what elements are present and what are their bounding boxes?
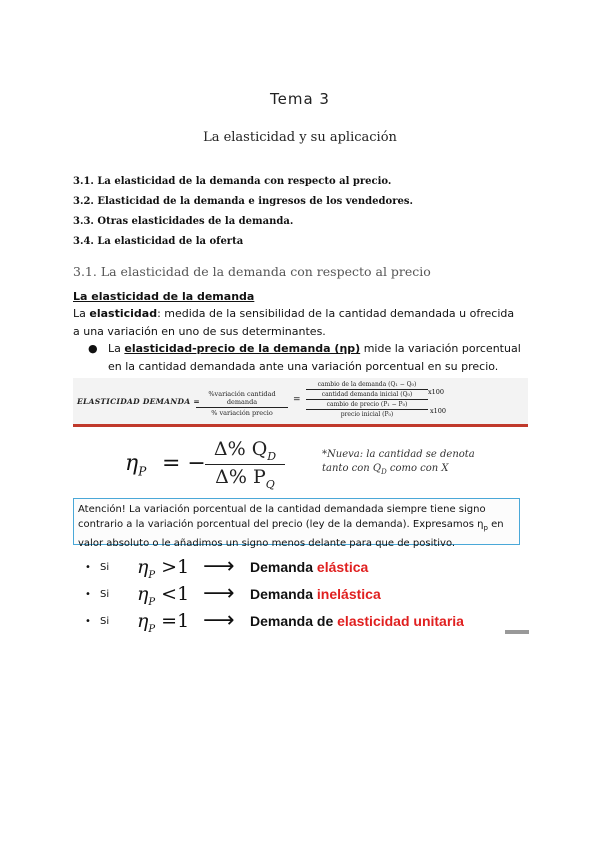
attention-sub: p [483, 524, 488, 532]
toc-item-1: 3.1. La elasticidad de la demanda con respecto al precio. [73, 176, 392, 187]
condition-expression [137, 583, 189, 608]
main-num-sub: D [267, 449, 277, 463]
def-prefix: La [73, 307, 90, 320]
note-line-1: *Nueva: la cantidad se denota [322, 449, 475, 460]
bullet-paragraph [88, 340, 523, 376]
formula-fraction-2 [306, 381, 428, 418]
page-title: Tema 3 [270, 90, 330, 108]
main-den-text: Δ% P [215, 465, 266, 488]
section-heading: 3.1. La elasticidad de la demanda con respecto al precio [73, 264, 431, 279]
condition-si: Si [100, 589, 110, 600]
result-black: Demanda [250, 559, 317, 575]
bullet-text [108, 340, 523, 376]
condition-bullet-icon: • [85, 616, 91, 627]
formula-eta [125, 451, 146, 478]
cond-rel: >1 [155, 556, 190, 578]
arrow-right-icon: ⟶ [203, 608, 235, 633]
def-term: elasticidad [89, 307, 158, 320]
note-line-2-text: tanto con Q [322, 463, 382, 474]
toc-item-2: 3.2. Elasticidad de la demanda e ingresos de los vendedores. [73, 196, 413, 207]
slide-edge-mark [505, 630, 529, 634]
bullet-term: elasticidad-precio de la demanda (ηp) [124, 342, 361, 355]
condition-expression [137, 610, 189, 635]
formula-fraction-1 [196, 390, 288, 417]
toc-item-4: 3.4. La elasticidad de la oferta [73, 236, 244, 247]
cond-rel: =1 [155, 610, 190, 632]
formula-x100-a: x100 [428, 388, 445, 396]
toc-item-3: 3.3. Otras elasticidades de la demanda. [73, 216, 294, 227]
condition-bullet-icon: • [85, 562, 91, 573]
frac2-den-top: cambio de precio (P₁ − P₀) [326, 401, 408, 408]
formula-equals-minus: = − [162, 451, 206, 476]
arrow-right-icon: ⟶ [203, 581, 235, 606]
arrow-right-icon: ⟶ [203, 554, 235, 579]
main-denominator [205, 466, 285, 491]
attention-text-b: en valor absoluto o le añadimos un signo menos delante para que de positivo. [78, 519, 504, 549]
bullet-icon: ● [88, 342, 98, 355]
formula-equals: = [293, 395, 301, 405]
cond-rel: <1 [155, 583, 190, 605]
main-numerator [205, 438, 285, 463]
def-rest: : medida de la sensibilidad de la cantidad demandada u ofrecida a una variación en uno de sus determinantes. [73, 307, 515, 338]
definition-paragraph [73, 305, 523, 341]
condition-result [250, 559, 368, 575]
condition-si: Si [100, 562, 110, 573]
condition-si: Si [100, 616, 110, 627]
result-red: inelástica [316, 586, 381, 602]
elasticity-formula-image [73, 378, 528, 427]
formula-label: ELASTICIDAD DEMANDA = [77, 397, 200, 406]
condition-bullet-icon: • [85, 589, 91, 600]
main-elasticity-formula [125, 438, 315, 498]
result-black: Demanda [250, 586, 317, 602]
cond-sub: P [148, 569, 156, 581]
cond-eta: η [137, 610, 149, 632]
formula-x100-b: x100 [430, 407, 447, 415]
frac2-num-bot: cantidad demanda inicial (Q₀) [321, 391, 413, 398]
condition-expression [137, 556, 189, 581]
cond-eta: η [137, 556, 149, 578]
subsection-heading: La elasticidad de la demanda [73, 290, 255, 303]
result-red: elástica [316, 559, 369, 575]
result-black: Demanda de [250, 613, 338, 629]
frac2-den-bot: precio inicial (P₀) [340, 411, 394, 418]
main-den-sub: Q [265, 477, 275, 491]
notation-note [322, 448, 482, 479]
bullet-rest: mide la variación porcentual en la cantidad demandada ante una variación porcentual en su precio. [108, 342, 521, 373]
frac1-denominator: % variación precio [211, 409, 273, 417]
frac2-num-top: cambio de la demanda (Q₁ − Q₀) [317, 381, 417, 388]
attention-box [73, 498, 520, 549]
result-red: elasticidad unitaria [337, 613, 464, 629]
attention-text-a: Atención! La variación porcentual de la cantidad demandada siempre tiene signo contrario a la variación porcentual del precio (ley de la demanda). Expresamos η [78, 504, 486, 530]
condition-result [250, 613, 464, 629]
bullet-prefix: La [108, 342, 125, 355]
note-line-2-rest: como con X [386, 463, 449, 474]
note-line-2-sub: D [381, 468, 387, 476]
cond-sub: P [148, 623, 156, 635]
eta-symbol: η [125, 451, 139, 476]
note-line-2 [322, 462, 482, 479]
frac1-numerator: %variación cantidad demanda [208, 390, 276, 406]
eta-subscript: P [138, 464, 147, 479]
formula-main-fraction [205, 438, 285, 491]
main-num-text: Δ% Q [213, 438, 268, 460]
cond-sub: P [148, 596, 156, 608]
cond-eta: η [137, 583, 149, 605]
condition-result [250, 586, 381, 602]
page-subtitle: La elasticidad y su aplicación [203, 130, 397, 145]
